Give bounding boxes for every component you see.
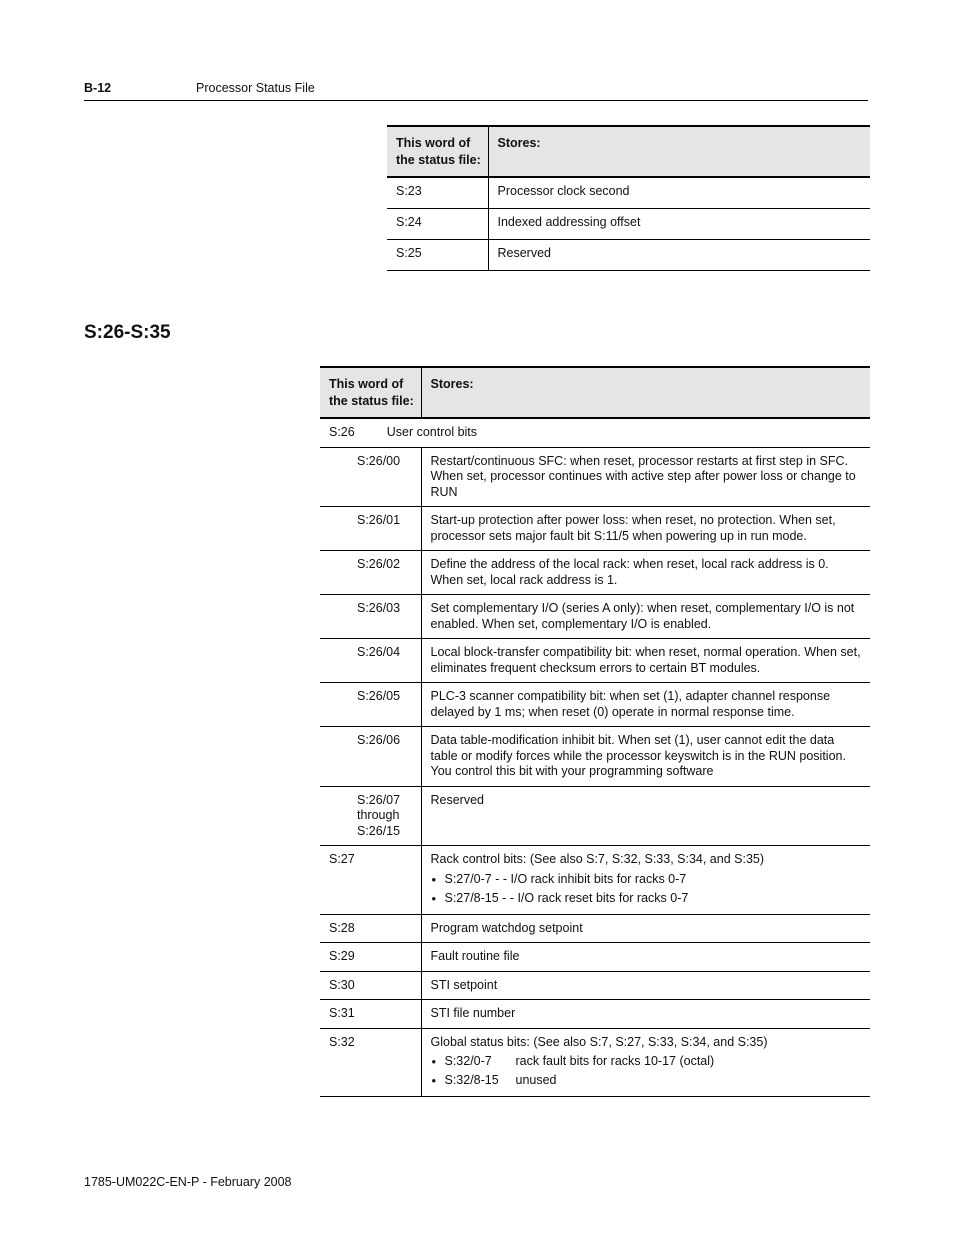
bit-description: Reserved: [421, 786, 870, 846]
bit-description: Data table-modification inhibit bit. When set (1), user cannot edit the data table or modify forces while the processor keyswitch is in the RUN position. You control this bit with your programming software: [421, 727, 870, 787]
running-section-title: Processor Status File: [196, 81, 315, 95]
word-cell: S:23: [396, 184, 422, 198]
bit-range-through: through: [357, 808, 400, 822]
word-cell: S:30: [329, 977, 355, 992]
page-number: B-12: [84, 81, 112, 95]
table-row-s26: [320, 418, 870, 447]
table-row-bit: [320, 727, 870, 787]
table-row-reserved-bits: [320, 786, 870, 846]
bit-code: S:32/8-15: [444, 1073, 499, 1087]
word-cell: S:25: [396, 246, 422, 260]
stores-cell: Reserved: [488, 240, 870, 271]
table-row-bit: [320, 595, 870, 639]
stores-text: Global status bits: (See also S:7, S:27, S:33, S:34, and S:35): [430, 1034, 768, 1049]
word-cell: S:29: [329, 949, 355, 963]
stores-cell: Processor clock second: [488, 177, 870, 209]
table-row: [320, 914, 870, 943]
stores-cell: [421, 1028, 870, 1097]
word-cell: S:28: [329, 920, 355, 935]
bit-range-start: S:26/07: [357, 792, 401, 807]
stores-text: Rack control bits: (See also S:7, S:32, S:33, S:34, and S:35): [430, 852, 765, 866]
bullet-item: • S:27/0-7 - - I/O rack inhibit bits for racks 0-7: [431, 870, 863, 889]
table-row: [320, 971, 870, 1000]
table-row-bit: [320, 683, 870, 727]
bit-description: PLC-3 scanner compatibility bit: when set (1), adapter channel response delayed by 1 ms; when reset (0) operate in normal response time.: [421, 683, 870, 727]
bit-description: Restart/continuous SFC: when reset, processor restarts at first step in SFC. When set, processor continues with active step after power loss or change to RUN: [421, 447, 870, 507]
bit-cell: S:26/06: [357, 733, 401, 747]
table-row-s27: [320, 846, 870, 915]
bit-cell: S:26/04: [357, 645, 401, 659]
bullet-list: [431, 1052, 863, 1090]
bit-range-cell: [320, 786, 421, 846]
table-row-bit: [320, 447, 870, 507]
bit-cell: S:26/00: [357, 453, 401, 468]
bit-code-description: rack fault bits for racks 10-17 (octal): [515, 1054, 715, 1068]
table-row-bit: [320, 551, 870, 595]
bit-cell: S:26/05: [357, 689, 401, 703]
table-row-bit: [320, 639, 870, 683]
page-header: [84, 80, 868, 101]
bit-range-end: S:26/15: [357, 823, 401, 838]
column-header-stores: Stores:: [488, 126, 870, 177]
bullet-item: • S:27/8-15 - - I/O rack reset bits for racks 0-7: [431, 889, 863, 908]
stores-cell: STI setpoint: [421, 971, 870, 1000]
bit-cell: S:26/02: [357, 557, 401, 571]
column-header-word: This word of the status file:: [387, 126, 488, 177]
column-header-word: This word of the status file:: [320, 367, 421, 418]
stores-cell: Program watchdog setpoint: [421, 914, 870, 943]
word-cell: S:31: [329, 1006, 355, 1020]
bullet-list: [431, 870, 863, 908]
stores-cell: STI file number: [421, 1000, 870, 1029]
bit-cell: S:26/03: [357, 601, 401, 615]
section-heading: S:26-S:35: [84, 322, 171, 343]
stores-cell: [421, 846, 870, 915]
bullet-item: [431, 1071, 863, 1090]
footer-publication-info: 1785-UM022C-EN-P - February 2008: [84, 1175, 292, 1189]
column-header-stores: Stores:: [421, 367, 870, 418]
table-row: [320, 1000, 870, 1029]
bit-cell: S:26/01: [357, 513, 401, 527]
table-row: [387, 177, 870, 209]
bit-description: Local block-transfer compatibility bit: when reset, normal operation. When set, eliminates frequent checksum errors to certain BT modules.: [421, 639, 870, 683]
bit-description: Define the address of the local rack: when reset, local rack address is 0. When set, local rack address is 1.: [421, 551, 870, 595]
word-label: S:26: [329, 425, 355, 439]
table-row: [387, 240, 870, 271]
bullet-item: [431, 1052, 863, 1071]
stores-cell: Fault routine file: [421, 943, 870, 972]
table-row-s32: [320, 1028, 870, 1097]
bit-description: Start-up protection after power loss: when reset, no protection. When set, processor sets major fault bit S:11/5 when powering up in run mode.: [421, 507, 870, 551]
word-cell: S:32: [329, 1034, 355, 1049]
bit-description: Set complementary I/O (series A only): when reset, complementary I/O is not enabled. When set, complementary I/O is enabled.: [421, 595, 870, 639]
status-words-table-s26-s35: [320, 366, 870, 1097]
stores-text: User control bits: [386, 425, 478, 439]
table-row: [320, 943, 870, 972]
word-cell: S:24: [396, 215, 422, 229]
bit-code: S:32/0-7: [444, 1054, 492, 1068]
table-row: [387, 209, 870, 240]
stores-cell: Indexed addressing offset: [488, 209, 870, 240]
bit-code-description: unused: [515, 1073, 557, 1087]
word-cell: [320, 418, 870, 447]
status-words-table-s23-s25: [387, 125, 870, 271]
table-row-bit: [320, 507, 870, 551]
word-cell: S:27: [329, 852, 355, 866]
